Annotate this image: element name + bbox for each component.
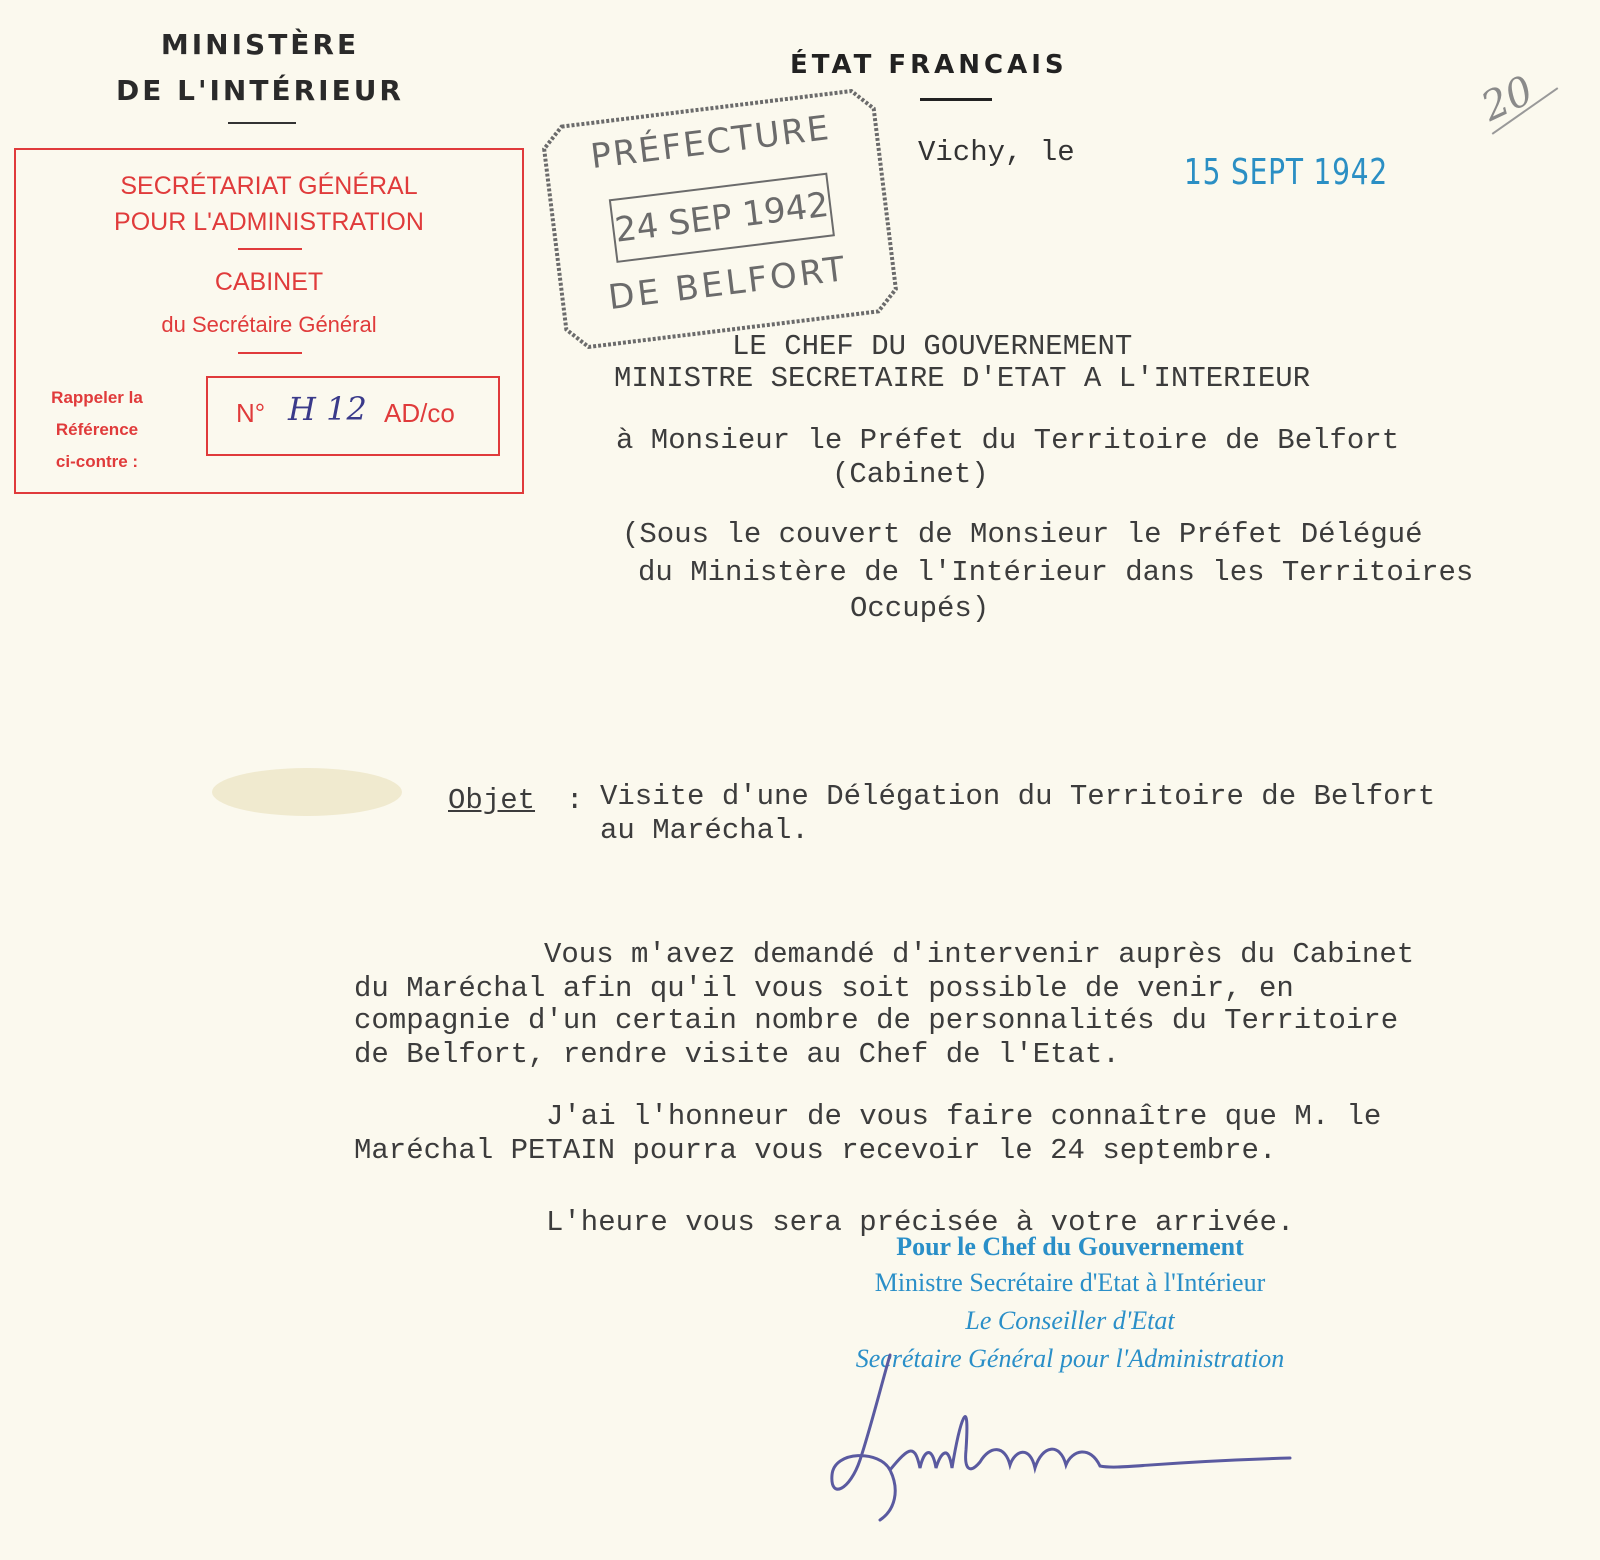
handwritten-signature (820, 1350, 1320, 1530)
body-paragraph-1-line-3: compagnie d'un certain nombre de personnalités du Territoire (354, 1004, 1399, 1037)
pencil-annotation: 20 (1474, 67, 1541, 131)
body-paragraph-2-line-2: Maréchal PETAIN pourra vous recevoir le 24 septembre. (354, 1134, 1277, 1167)
prefecture-stamp-location: DE BELFORT (606, 249, 850, 319)
subject-line-1: Visite d'une Délégation du Territoire de Belfort (600, 780, 1436, 813)
handwritten-reference-number: H 12 (288, 390, 367, 428)
cover-line-2: du Ministère de l'Intérieur dans les Territoires (638, 556, 1474, 589)
cabinet-label: CABINET (214, 268, 324, 296)
subject-separator: : (566, 784, 584, 817)
secretary-general-label: du Secrétaire Général (161, 312, 377, 337)
number-prefix: N° (236, 398, 266, 428)
reference-note (34, 382, 160, 478)
date-stamp: 15 SEPT 1942 (1184, 152, 1389, 193)
prefecture-stamp-title: PRÉFECTURE (588, 108, 833, 178)
number-suffix: AD/co (384, 398, 455, 428)
reference-note-line-1: Rappeler la (51, 388, 143, 407)
secretariat-divider-2 (238, 352, 302, 354)
dateline-place: Vichy, le (918, 136, 1075, 169)
secretariat-stamp (14, 148, 524, 494)
body-paragraph-1-line-1: Vous m'avez demandé d'intervenir auprès du Cabinet (544, 938, 1415, 971)
prefecture-stamp (537, 84, 902, 354)
prefecture-stamp-date: 24 SEP 1942 (609, 173, 835, 263)
state-divider (920, 98, 992, 101)
reference-note-line-3: ci-contre : (55, 452, 139, 471)
secretariat-line-1: SECRÉTARIAT GÉNÉRAL (120, 172, 418, 200)
cover-line-3: Occupés) (850, 592, 990, 625)
subject-label: Objet (448, 784, 536, 817)
signature-block-line-4: Secrétaire Général pour l'Administration (855, 1344, 1285, 1373)
body-paragraph-3-line-1: L'heure vous sera précisée à votre arrivée. (546, 1206, 1295, 1239)
reference-note-line-2: Référence (55, 420, 139, 439)
body-paragraph-1-line-2: du Maréchal afin qu'il vous soit possible de venir, en (354, 972, 1294, 1005)
sender-line-1: LE CHEF DU GOUVERNEMENT (732, 330, 1133, 363)
subject-line-2: au Maréchal. (600, 814, 809, 847)
recipient-line-2: (Cabinet) (832, 458, 989, 491)
signature-block-line-1: Pour le Chef du Gouvernement (896, 1232, 1244, 1261)
paper-stain (212, 768, 402, 816)
signature-block-line-3: Le Conseiller d'Etat (965, 1306, 1175, 1335)
signature-block-line-2: Ministre Secrétaire d'Etat à l'Intérieur (874, 1268, 1266, 1297)
ministry-divider (228, 122, 296, 124)
recipient-line-1: à Monsieur le Préfet du Territoire de Belfort (616, 424, 1400, 457)
ministry-line-1: MINISTÈRE (160, 28, 360, 61)
state-header: ÉTAT FRANCAIS (790, 50, 1068, 80)
secretariat-divider-1 (238, 248, 302, 250)
secretariat-line-2: POUR L'ADMINISTRATION (114, 208, 424, 236)
reference-number-box (206, 376, 500, 456)
ministry-header (60, 22, 460, 114)
cover-line-1: (Sous le couvert de Monsieur le Préfet Délégué (622, 518, 1423, 551)
ministry-line-2: DE L'INTÉRIEUR (115, 74, 404, 107)
body-paragraph-2-line-1: J'ai l'honneur de vous faire connaître que M. le (546, 1100, 1382, 1133)
sender-line-2: MINISTRE SECRETAIRE D'ETAT A L'INTERIEUR (614, 362, 1311, 395)
body-paragraph-1-line-4: de Belfort, rendre visite au Chef de l'Etat. (354, 1038, 1120, 1071)
